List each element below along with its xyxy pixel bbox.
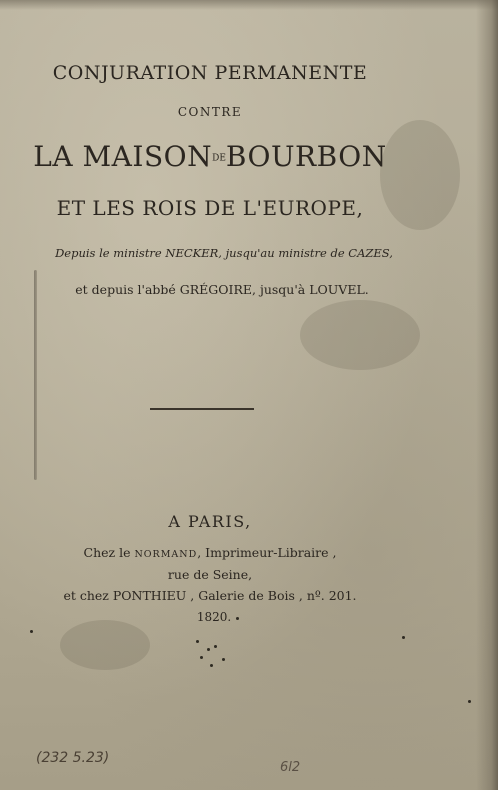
pencil-annotation: 6l2 [280,760,301,775]
imprint-city: A PARIS, [168,512,252,531]
paper-stain [60,620,150,670]
paper-top-edge [0,0,498,10]
subtitle-line-1: Depuis le ministre NECKER, jusqu'au ministre de CAZES, [55,246,393,260]
paper-right-edge [476,0,498,790]
imprint-second-seller: et chez PONTHIEU , Galerie de Bois , nº. 201. [63,588,357,603]
paper-stain [300,300,420,370]
ink-dot [468,700,471,703]
ink-dot [402,636,405,639]
separator-rule [150,408,254,410]
imprint-year: 1820. [196,610,232,624]
title-line-1: CONJURATION PERMANENTE [52,62,368,84]
ink-dot [207,648,210,651]
title-line-3 [0,140,420,173]
ink-dot [196,640,199,643]
fold-crease [34,270,37,480]
ink-dot [236,617,239,620]
title-line-4: ET LES ROIS DE L'EUROPE, [56,196,364,220]
shelfmark-annotation: (232 5.23) [36,750,110,766]
title-line-2: CONTRE [177,105,243,119]
imprint-printer-suffix: , Imprimeur-Libraire , [197,545,337,560]
ink-dot [222,658,225,661]
title-line-3-part-a: LA MAISON [33,140,213,173]
imprint-street: rue de Seine, [167,567,253,582]
imprint-printer-prefix: Chez le [83,545,131,560]
imprint-printer [0,545,420,560]
title-line-3-de: DE [212,153,226,164]
subtitle-line-2: et depuis l'abbé GRÉGOIRE, jusqu'à LOUVEL. [75,282,369,297]
imprint-printer-name: NORMAND [134,549,198,560]
ink-dot [214,645,217,648]
title-line-3-part-b: BOURBON [225,140,387,173]
ink-dot [30,630,33,633]
ink-dot [200,656,203,659]
ink-dot [210,664,213,667]
